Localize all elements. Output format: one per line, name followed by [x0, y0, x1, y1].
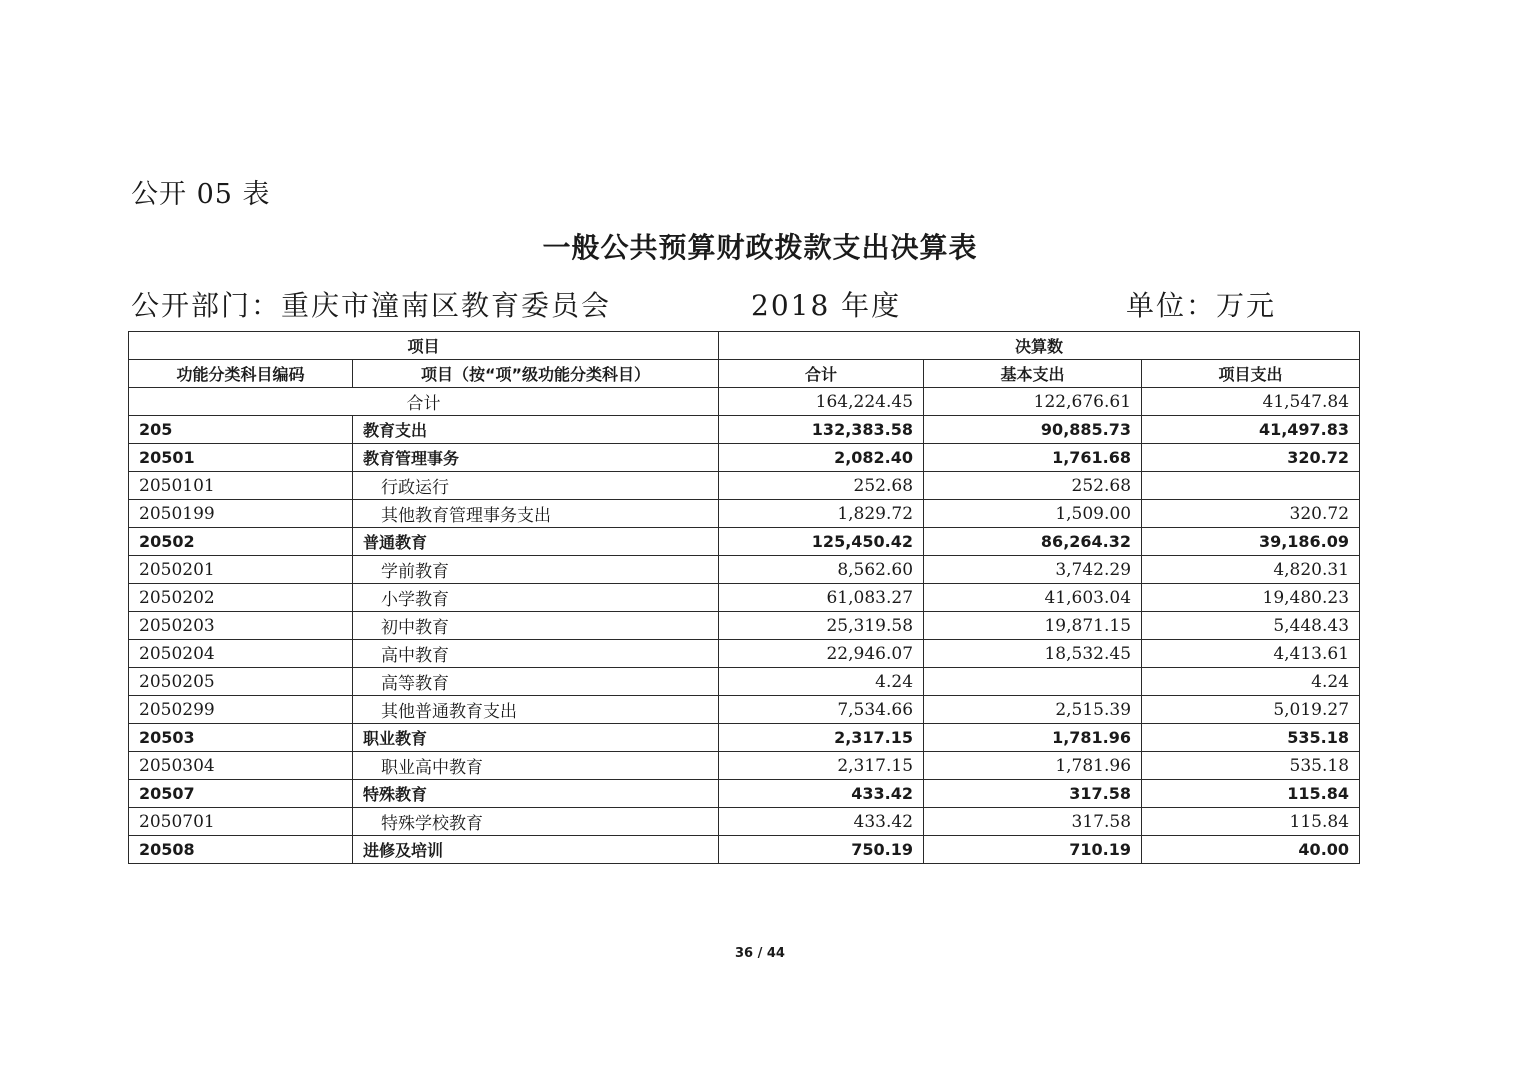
basic-cell: 90,885.73: [924, 416, 1142, 444]
code-cell: 2050202: [129, 584, 353, 612]
total-label: 合计: [129, 388, 719, 416]
name-cell: 初中教育: [353, 612, 719, 640]
name-cell: 特殊学校教育: [353, 808, 719, 836]
basic-cell: [924, 668, 1142, 696]
name-cell: 进修及培训: [353, 836, 719, 864]
name-cell: 特殊教育: [353, 780, 719, 808]
total-cell: 132,383.58: [719, 416, 924, 444]
total-cell: 4.24: [719, 668, 924, 696]
project-cell: 115.84: [1142, 808, 1360, 836]
table-id: 公开 05 表: [131, 179, 271, 210]
total-cell: 1,829.72: [719, 500, 924, 528]
name-cell: 职业高中教育: [353, 752, 719, 780]
table-row: [129, 808, 1360, 836]
table-row: [129, 528, 1360, 556]
code-cell: 2050304: [129, 752, 353, 780]
document-title: 一般公共预算财政拨款支出决算表: [542, 231, 978, 264]
basic-cell: 252.68: [924, 472, 1142, 500]
table-row: [129, 668, 1360, 696]
year-label: 2018 年度: [751, 289, 902, 322]
table-row: [129, 584, 1360, 612]
code-cell: 20507: [129, 780, 353, 808]
col-basic-header: 基本支出: [924, 360, 1142, 388]
col-total-header: 合计: [719, 360, 924, 388]
basic-cell: 1,781.96: [924, 752, 1142, 780]
table-group-header: [129, 332, 1360, 360]
table-row: [129, 444, 1360, 472]
code-cell: 20502: [129, 528, 353, 556]
basic-cell: 317.58: [924, 780, 1142, 808]
project-cell: 19,480.23: [1142, 584, 1360, 612]
project-cell: [1142, 472, 1360, 500]
code-cell: 2050299: [129, 696, 353, 724]
basic-cell: 1,509.00: [924, 500, 1142, 528]
basic-cell: 18,532.45: [924, 640, 1142, 668]
name-cell: 行政运行: [353, 472, 719, 500]
project-cell: 5,019.27: [1142, 696, 1360, 724]
name-cell: 其他普通教育支出: [353, 696, 719, 724]
name-cell: 高等教育: [353, 668, 719, 696]
basic-cell: 2,515.39: [924, 696, 1142, 724]
code-cell: 2050203: [129, 612, 353, 640]
project-cell: 535.18: [1142, 752, 1360, 780]
basic-cell: 122,676.61: [924, 388, 1142, 416]
table-row: [129, 752, 1360, 780]
project-cell: 115.84: [1142, 780, 1360, 808]
code-cell: 205: [129, 416, 353, 444]
name-cell: 职业教育: [353, 724, 719, 752]
table-row: [129, 612, 1360, 640]
project-cell: 4,820.31: [1142, 556, 1360, 584]
project-cell: 535.18: [1142, 724, 1360, 752]
table-row: [129, 556, 1360, 584]
table-row: [129, 416, 1360, 444]
total-row: [129, 388, 1360, 416]
department-label: 公开部门：重庆市潼南区教育委员会: [131, 289, 612, 322]
page-number: 36 / 44: [735, 946, 785, 961]
table-column-header: [129, 360, 1360, 388]
table-row: [129, 472, 1360, 500]
table-row: [129, 724, 1360, 752]
total-cell: 433.42: [719, 780, 924, 808]
basic-cell: 41,603.04: [924, 584, 1142, 612]
project-cell: 40.00: [1142, 836, 1360, 864]
basic-cell: 3,742.29: [924, 556, 1142, 584]
project-cell: 320.72: [1142, 500, 1360, 528]
total-cell: 2,317.15: [719, 752, 924, 780]
table-row: [129, 780, 1360, 808]
basic-cell: 86,264.32: [924, 528, 1142, 556]
project-cell: 39,186.09: [1142, 528, 1360, 556]
total-cell: 7,534.66: [719, 696, 924, 724]
total-cell: 61,083.27: [719, 584, 924, 612]
project-cell: 4.24: [1142, 668, 1360, 696]
total-cell: 164,224.45: [719, 388, 924, 416]
basic-cell: 317.58: [924, 808, 1142, 836]
code-cell: 20508: [129, 836, 353, 864]
group-project-header: 项目: [129, 332, 719, 360]
table-row: [129, 500, 1360, 528]
col-project-header: 项目支出: [1142, 360, 1360, 388]
name-cell: 其他教育管理事务支出: [353, 500, 719, 528]
project-cell: 41,497.83: [1142, 416, 1360, 444]
total-cell: 433.42: [719, 808, 924, 836]
code-cell: 2050204: [129, 640, 353, 668]
basic-cell: 710.19: [924, 836, 1142, 864]
total-cell: 125,450.42: [719, 528, 924, 556]
budget-table: [128, 331, 1360, 864]
unit-label: 单位：万元: [1126, 289, 1277, 322]
name-cell: 教育支出: [353, 416, 719, 444]
basic-cell: 1,761.68: [924, 444, 1142, 472]
code-cell: 2050701: [129, 808, 353, 836]
code-cell: 2050205: [129, 668, 353, 696]
total-cell: 750.19: [719, 836, 924, 864]
total-cell: 22,946.07: [719, 640, 924, 668]
total-cell: 2,317.15: [719, 724, 924, 752]
total-cell: 25,319.58: [719, 612, 924, 640]
project-cell: 320.72: [1142, 444, 1360, 472]
name-cell: 教育管理事务: [353, 444, 719, 472]
total-cell: 252.68: [719, 472, 924, 500]
table-row: [129, 696, 1360, 724]
code-cell: 2050199: [129, 500, 353, 528]
col-code-header: 功能分类科目编码: [129, 360, 353, 388]
table-row: [129, 836, 1360, 864]
basic-cell: 19,871.15: [924, 612, 1142, 640]
table-row: [129, 640, 1360, 668]
project-cell: 5,448.43: [1142, 612, 1360, 640]
code-cell: 20501: [129, 444, 353, 472]
project-cell: 4,413.61: [1142, 640, 1360, 668]
project-cell: 41,547.84: [1142, 388, 1360, 416]
name-cell: 小学教育: [353, 584, 719, 612]
group-final-header: 决算数: [719, 332, 1360, 360]
total-cell: 2,082.40: [719, 444, 924, 472]
code-cell: 2050201: [129, 556, 353, 584]
name-cell: 普通教育: [353, 528, 719, 556]
code-cell: 2050101: [129, 472, 353, 500]
code-cell: 20503: [129, 724, 353, 752]
col-name-header: 项目（按“项”级功能分类科目）: [353, 360, 719, 388]
total-cell: 8,562.60: [719, 556, 924, 584]
name-cell: 学前教育: [353, 556, 719, 584]
basic-cell: 1,781.96: [924, 724, 1142, 752]
name-cell: 高中教育: [353, 640, 719, 668]
